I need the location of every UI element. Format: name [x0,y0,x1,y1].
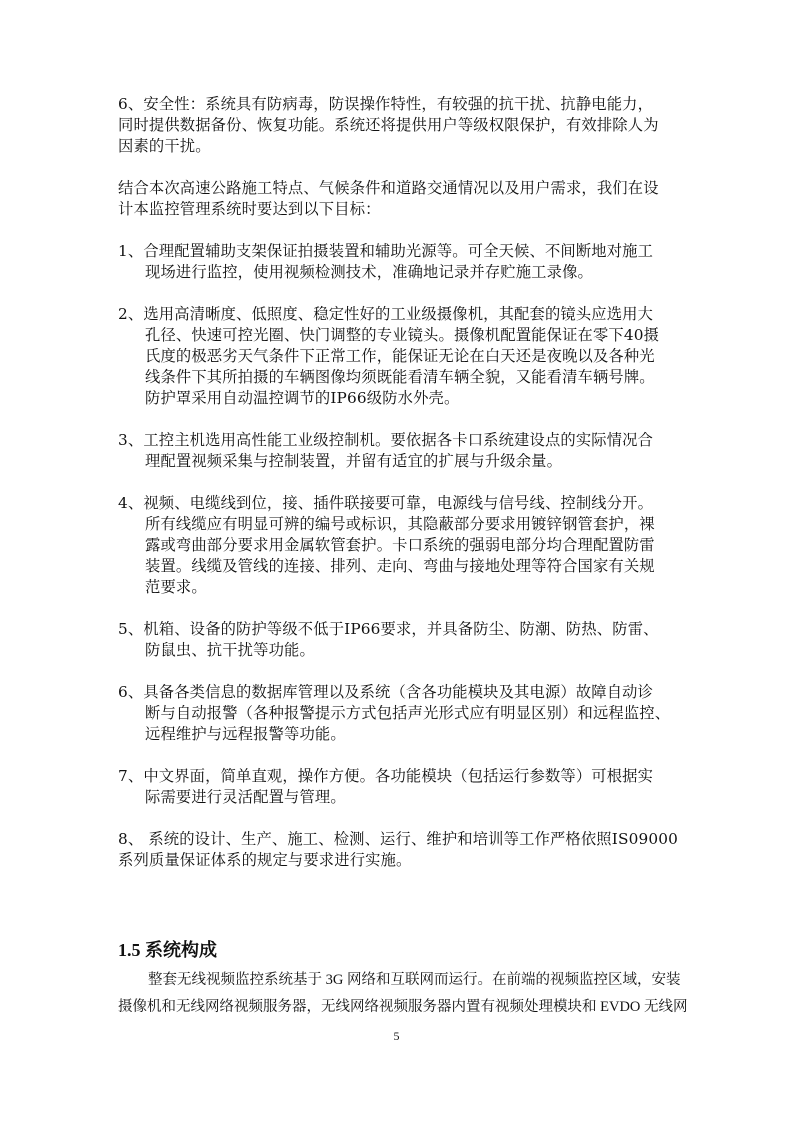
list-item [118,766,688,808]
text-line: 5、机箱、设备的防护等级不低于IP66要求，并具备防尘、防潮、防热、防雷、 [118,620,659,638]
text-line: 所有线缆应有明显可辨的编号或标识，其隐蔽部分要求用镀锌钢管套护，裸 [145,515,655,533]
text-line: 断与自动报警（各种报警提示方式包括声光形式应有明显区别）和远程监控、 [145,704,671,722]
text-line: 6、安全性：系统具有防病毒，防误操作特性，有较强的抗干扰、抗静电能力， [118,95,654,113]
text-line: 计本监控管理系统时要达到以下目标： [118,200,381,218]
list-item [118,241,688,283]
text-line: 装置。线缆及管线的连接、排列、走向、弯曲与接地处理等符合国家有关规 [145,557,655,575]
text-line: 1、合理配置辅助支架保证拍摄装置和辅助光源等。可全天候、不间断地对施工 [118,242,654,260]
list-item [118,493,688,598]
text-line: 系列质量保证体系的规定与要求进行实施。 [118,851,412,869]
text-line: 际需要进行灵活配置与管理。 [145,788,346,806]
section-body [118,967,688,1021]
text-line: 因素的干扰。 [118,137,211,155]
text-line: 理配置视频采集与控制装置，并留有适宜的扩展与升级余量。 [145,452,563,470]
text-line: 防护罩采用自动温控调节的IP66级防水外壳。 [145,389,460,407]
text-line: 8、 系统的设计、生产、施工、检测、运行、维护和培训等工作严格依照IS09000 [118,830,678,848]
text-line: 线条件下其所拍摄的车辆图像均须既能看清车辆全貌，又能看清车辆号牌。 [145,368,655,386]
text-line: 现场进行监控，使用视频检测技术，准确地记录并存贮施工录像。 [145,263,593,281]
paragraph [118,94,688,157]
text-line: 4、视频、电缆线到位，接、插件联接要可靠，电源线与信号线、控制线分开。 [118,494,654,512]
paragraph [118,829,688,871]
list-item [118,682,688,745]
list-item [118,619,688,661]
text-line: 氏度的极恶劣天气条件下正常工作，能保证无论在白天还是夜晚以及各种光 [145,347,655,365]
text-line: 摄像机和无线网络视频服务器，无线网络视频服务器内置有视频处理模块和 EVDO 无线网 [118,999,688,1015]
document-body [118,94,688,892]
list-item [118,430,688,472]
page-number: 5 [393,1029,400,1043]
text-line: 6、具备各类信息的数据库管理以及系统（含各功能模块及其电源）故障自动诊 [118,683,654,701]
list-item [118,304,688,409]
text-line: 2、选用高清晰度、低照度、稳定性好的工业级摄像机，其配套的镜头应选用大 [118,305,654,323]
text-line: 防鼠虫、抗干扰等功能。 [145,641,315,659]
text-line: 7、中文界面，简单直观，操作方便。各功能模块（包括运行参数等）可根据实 [118,767,654,785]
text-line: 整套无线视频监控系统基于 3G 网络和互联网而运行。在前端的视频监控区域，安装 [148,972,681,988]
text-line: 露或弯曲部分要求用金属软管套护。卡口系统的强弱电部分均合理配置防雷 [145,536,655,554]
paragraph [118,178,688,220]
text-line: 结合本次高速公路施工特点、气候条件和道路交通情况以及用户需求，我们在设 [118,179,659,197]
text-line: 孔径、快速可控光圈、快门调整的专业镜头。摄像机配置能保证在零下40摄 [145,326,660,344]
text-line: 同时提供数据备份、恢复功能。系统还将提供用户等级权限保护，有效排除人为 [118,116,659,134]
section-heading: 1.5 系统构成 [118,940,217,960]
text-line: 3、工控主机选用高性能工业级控制机。要依据各卡口系统建设点的实际情况合 [118,431,654,449]
text-line: 远程维护与远程报警等功能。 [145,725,346,743]
text-line: 范要求。 [145,578,207,596]
